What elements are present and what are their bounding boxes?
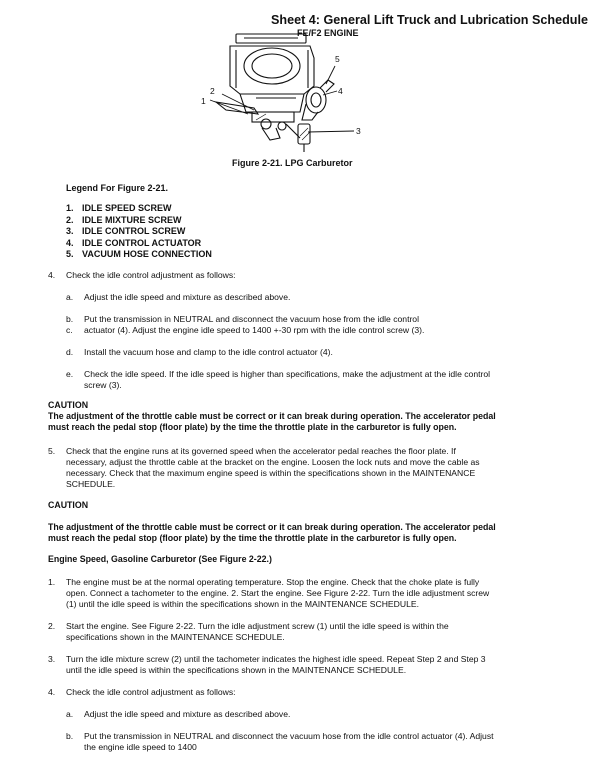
- step-text: Check that the engine runs at its governed speed when the accelerator pedal reaches the floor plate. If: [66, 446, 456, 456]
- step-text: Check the idle control adjustment as follows:: [66, 687, 236, 697]
- callout-label: 3: [356, 126, 361, 136]
- step-text: Turn the idle mixture screw (2) until the tachometer indicates the highest idle speed. Repeat Step 2 and Step 3: [66, 654, 486, 664]
- substep-text: Install the vacuum hose and clamp to the idle control actuator (4).: [84, 347, 333, 357]
- step-number: 4.: [48, 270, 56, 280]
- substep-text: the engine idle speed to 1400: [84, 742, 197, 752]
- substep-text: screw (3).: [84, 380, 122, 390]
- callout-label: 5: [335, 54, 340, 64]
- caution-heading: CAUTION: [48, 400, 89, 410]
- substep-letter: b.: [66, 314, 74, 324]
- callout-label: 1: [201, 96, 206, 106]
- substep-text: Put the transmission in NEUTRAL and disconnect the vacuum hose from the idle control actuator (4). Adjust: [84, 731, 494, 741]
- substep-letter: a.: [66, 709, 74, 719]
- substep-text: Check the idle speed. If the idle speed is higher than specifications, make the adjustment at the idle control: [84, 369, 491, 379]
- section-heading: Engine Speed, Gasoline Carburetor (See Figure 2-22.): [48, 554, 272, 564]
- legend-item: 1. IDLE SPEED SCREW: [66, 203, 172, 213]
- step-number: 1.: [48, 577, 56, 587]
- figure-caption: Figure 2-21. LPG Carburetor: [232, 158, 353, 168]
- substep-letter: e.: [66, 369, 74, 379]
- callout-label: 4: [338, 86, 343, 96]
- step-text: The engine must be at the normal operating temperature. Stop the engine. Check that the choke plate is fully: [66, 577, 480, 587]
- caution-heading: CAUTION: [48, 500, 89, 510]
- step-text: necessary, adjust the throttle cable at the bracket on the engine. Loosen the lock nuts and move the cable as: [66, 457, 480, 467]
- step-number: 2.: [48, 621, 56, 631]
- sheet-subtitle: FE/F2 ENGINE: [297, 28, 359, 38]
- substep-letter: d.: [66, 347, 74, 357]
- substep-letter: a.: [66, 292, 74, 302]
- step-text: Check the idle control adjustment as follows:: [66, 270, 236, 280]
- substep-text: actuator (4). Adjust the engine idle speed to 1400 +-30 rpm with the idle control screw (3).: [84, 325, 425, 335]
- substep-text: Put the transmission in NEUTRAL and disconnect the vacuum hose from the idle control: [84, 314, 420, 324]
- step-text: SCHEDULE.: [66, 479, 116, 489]
- step-text: necessary. Check that the maximum engine speed is within the specifications shown in the MAINTENANCE: [66, 468, 476, 478]
- substep-letter: b.: [66, 731, 74, 741]
- legend-item: 2. IDLE MIXTURE SCREW: [66, 214, 182, 225]
- step-text: Start the engine. See Figure 2-22. Turn the idle adjustment screw (1) until the idle speed is within the: [66, 621, 449, 631]
- step-number: 5.: [48, 446, 56, 456]
- legend-title: Legend For Figure 2-21.: [66, 183, 169, 193]
- caution-text: must reach the pedal stop (floor plate) by the time the throttle plate in the carburetor is fully open.: [48, 422, 457, 432]
- substep-letter: c.: [66, 325, 73, 335]
- step-text: specifications shown in the MAINTENANCE SCHEDULE.: [66, 632, 285, 642]
- legend-item: 5. VACUUM HOSE CONNECTION: [66, 249, 212, 259]
- lpg-carburetor-figure: [196, 28, 381, 158]
- caution-text: The adjustment of the throttle cable must be correct or it can break during operation. The accelerator pedal: [48, 411, 496, 421]
- legend-item: 4. IDLE CONTROL ACTUATOR: [66, 237, 202, 248]
- step-text: (1) until the idle speed is within the specifications shown in the MAINTENANCE SCHEDULE.: [66, 599, 419, 609]
- step-text: until the idle speed is within the specifications shown in the MAINTENANCE SCHEDULE.: [66, 665, 407, 675]
- legend-item: 3. IDLE CONTROL SCREW: [66, 226, 186, 236]
- step-text: open. Connect a tachometer to the engine. 2. Start the engine. See Figure 2-22. Turn the idle adjustment screw: [66, 588, 490, 598]
- substep-text: Adjust the idle speed and mixture as described above.: [84, 709, 291, 719]
- caution-text: must reach the pedal stop (floor plate) by the time the throttle plate in the carburetor is fully open.: [48, 533, 457, 543]
- step-number: 3.: [48, 654, 56, 664]
- sheet-title: Sheet 4: General Lift Truck and Lubrication Schedule: [270, 13, 588, 27]
- legend-list: [66, 203, 212, 261]
- step-number: 4.: [48, 687, 56, 697]
- caution-block: [48, 400, 568, 433]
- caution-text: The adjustment of the throttle cable must be correct or it can break during operation. The accelerator pedal: [48, 522, 496, 532]
- substep-text: Adjust the idle speed and mixture as described above.: [84, 292, 291, 302]
- caution-block: [48, 522, 568, 544]
- callout-label: 2: [210, 86, 215, 96]
